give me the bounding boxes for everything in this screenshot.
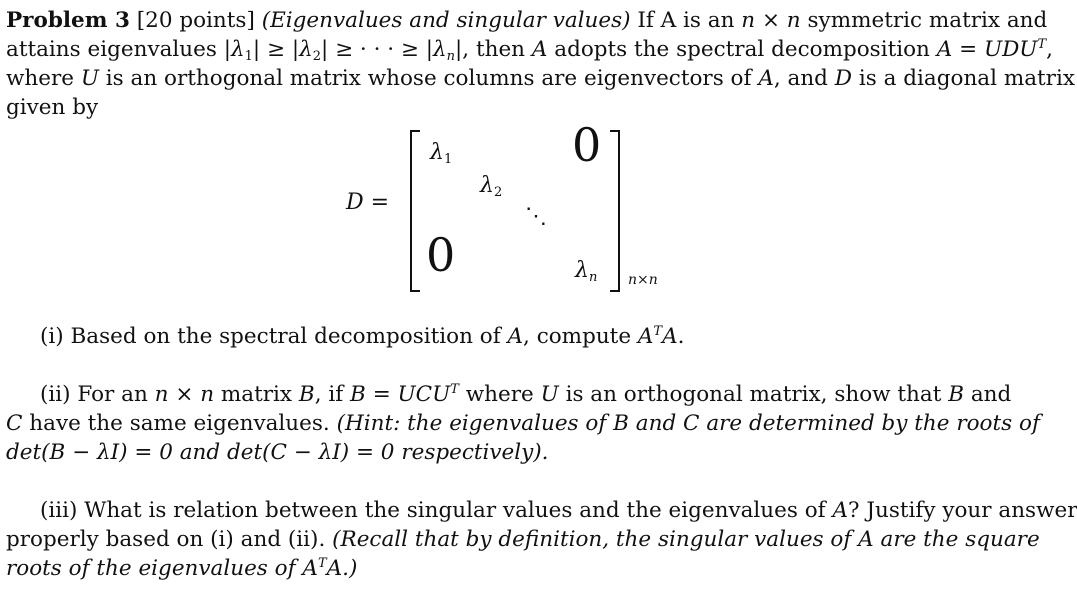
math-ATA-2: $A^TA$.) [302, 556, 358, 581]
problem-title: Problem 3 [6, 8, 130, 33]
matrix-zero-upper: 0 [572, 118, 602, 172]
part-iii-line-2 [6, 525, 1040, 554]
part-i-text-a: (i) Based on the spectral decomposition of [40, 324, 501, 349]
problem-line-4: given by [6, 95, 99, 120]
problem-points: [20 points] [136, 8, 255, 33]
part-iii-line-1 [40, 496, 1077, 525]
matrix-label: D = [346, 190, 390, 215]
math-n-by-n-2: n × n [154, 382, 215, 407]
part-ii-text-b: matrix [220, 382, 293, 407]
math-A2: A [758, 66, 774, 91]
math-U: U [80, 66, 99, 91]
part-ii-text-e: is an orthogonal matrix, show that [565, 382, 942, 407]
right-bracket [610, 130, 620, 292]
left-bracket [410, 130, 420, 292]
line3-text-d: is a diagonal matrix [858, 66, 1075, 91]
part-ii-line-3: det(B − λI) = 0 and det(C − λI) = 0 respectively). [6, 440, 549, 465]
problem-topic: (Eigenvalues and singular values) [261, 8, 631, 33]
part-iii-recall-2: roots of the eigenvalues of [6, 556, 296, 581]
math-A4: A [832, 498, 849, 523]
part-ii-hint: (Hint: the eigenvalues of B and C are determined by the roots of [336, 411, 1040, 436]
part-iii-text-a: (iii) What is relation between the singular values and the eigenvalues of [40, 498, 826, 523]
diagonal-matrix [340, 118, 680, 298]
line3-text-c: , and [773, 66, 828, 91]
line3-text-a: where [6, 66, 74, 91]
part-ii-text-f: and [970, 382, 1012, 407]
matrix-lambda-2: $\lambda_2$ [480, 173, 503, 200]
math-B2: B [948, 382, 964, 407]
line2-text-a: attains eigenvalues [6, 37, 217, 62]
matrix-lambda-1: $\lambda_1$ [430, 140, 453, 167]
part-ii-text-a: (ii) For an [40, 382, 148, 407]
matrix-lambda-n: $\lambda_n$ [575, 258, 598, 285]
part-i-text-b: , compute [523, 324, 632, 349]
part-ii-text-c: , if [314, 382, 344, 407]
math-B: B [298, 382, 315, 407]
part-iii-text-c: properly based on (i) and (ii). [6, 527, 326, 552]
line1-text-b: symmetric matrix and [807, 8, 1048, 33]
matrix-diagonal-dots: ⋱ [525, 204, 547, 229]
part-iii-text-b: ? Justify your answer [848, 498, 1077, 523]
math-A3: A [507, 324, 524, 349]
math-eigenvalue-order: $|\lambda_1| \ge |\lambda_2|$ ≥ · · · ≥ $|\lambda_n|$ [223, 37, 463, 64]
math-n-by-n: n × n [741, 8, 801, 33]
math-ATA: $A^TA$. [637, 324, 685, 349]
part-ii-text-d: where [465, 382, 534, 407]
part-ii-line-1 [40, 380, 1011, 409]
part-ii-text-g: have the same eigenvalues. [29, 411, 330, 436]
problem-line-2 [6, 35, 1053, 64]
part-i [40, 322, 684, 351]
line2-text-b: , then [462, 37, 526, 62]
part-iii-line-3 [6, 554, 357, 583]
math-D: D [834, 66, 853, 91]
part-iii-recall: (Recall that by definition, the singular values of A are the square [332, 527, 1040, 552]
matrix-zero-lower: 0 [426, 228, 456, 282]
math-A: A [531, 37, 548, 62]
problem-line-3 [6, 64, 1075, 93]
part-ii-line-2 [6, 409, 1040, 438]
line2-text-c: adopts the spectral decomposition [554, 37, 930, 62]
line3-text-b: is an orthogonal matrix whose columns are eigenvectors of [105, 66, 752, 91]
matrix-size-label: n×n [628, 272, 658, 288]
line1-text-a: If A is an [637, 8, 735, 33]
math-spectral: $A = UDU^T$, [936, 37, 1053, 62]
math-U2: U [540, 382, 559, 407]
math-C: C [6, 411, 23, 436]
math-similarity: $B = UCU^T$ [350, 382, 459, 407]
problem-line-1 [6, 6, 1047, 35]
